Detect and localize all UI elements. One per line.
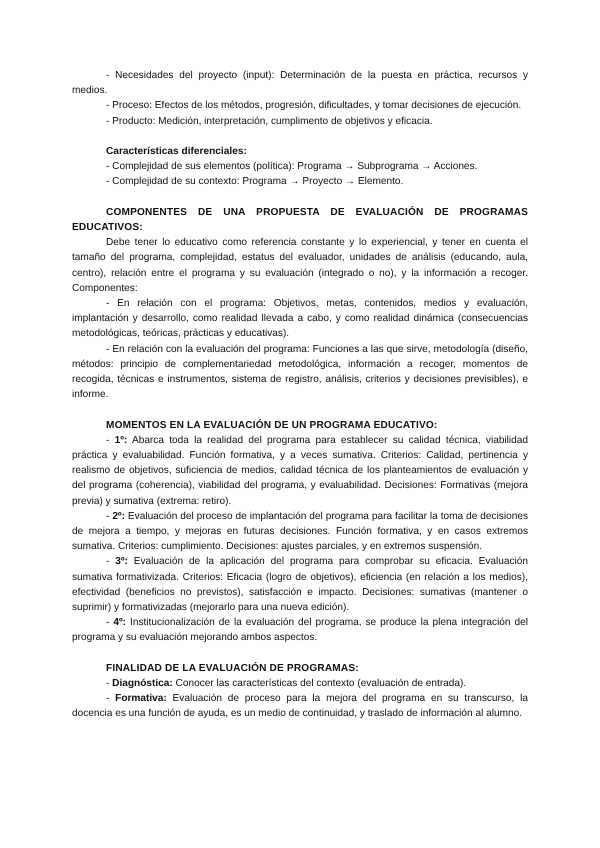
spacer xyxy=(72,190,528,205)
differential-title: Características diferenciales: xyxy=(106,146,247,157)
moments-section xyxy=(72,418,528,646)
purpose-title: FINALIDAD DE LA EVALUACIÓN DE PROGRAMAS: xyxy=(106,662,359,674)
moment-item-2: - 2º: Evaluación del proceso de implantación del programa para facilitar la toma de decisiones de mejora a tiempo, y mejoras en futuras decisiones. Función formativa, y en casos extremos sumativa. Criterios: cumplimiento. Decisiones: ajustes parciales, y en extremos suspensión. xyxy=(72,510,528,553)
purpose-section xyxy=(72,661,528,722)
components-evaluation: - En relación con la evaluación del programa: Funciones a las que sirve, metodología (diseño, métodos: principio de complementariedad metodológica, información a recoger, momentos de recogida, técnicas e instrumentos, sistema de registro, análisis, criterios y decisiones previsibles), e informe. xyxy=(72,343,528,401)
differential-item-elements: - Complejidad de sus elementos (política): Programa → Subprograma → Acciones. xyxy=(106,161,478,173)
moment-item-1: - 1º: Abarca toda la realidad del programa para establecer su calidad técnica, viabilidad práctica y evaluabilidad. Función formativa, y a veces sumativa. Criterios: Calidad, pertinencia y realismo de objetivos, suficiencia de medios, calidad técnica de los planteamientos de evaluación y del programa (coherencia), viabilidad del programa, y evaluabilidad. Decisiones: Formativas (mejora previa) y sumativa (extrema: retiro). xyxy=(72,434,528,507)
purpose-label-diagnostic: Diagnóstica: xyxy=(112,678,173,690)
moment-label-3: 3º: xyxy=(115,556,128,568)
spacer xyxy=(72,646,528,661)
purpose-label-formative: Formativa: xyxy=(115,693,167,705)
moment-label-1: 1º: xyxy=(114,434,128,446)
intro-item-product: - Producto: Medición, interpretación, cumplimento de objetivos y eficacia. xyxy=(106,115,433,127)
spacer xyxy=(72,129,528,144)
components-section xyxy=(72,205,528,403)
intro-item-process: - Proceso: Efectos de los métodos, progresión, dificultades, y tomar decisiones de ejecución. xyxy=(106,100,522,112)
spacer xyxy=(72,402,528,417)
document-page xyxy=(72,68,528,722)
differential-item-context: - Complejidad de su contexto: Programa → Proyecto → Elemento. xyxy=(106,176,404,188)
intro-list xyxy=(72,68,528,129)
moment-item-3: - 3º: Evaluación de la aplicación del programa para comprobar su eficacia. Evaluación sumativa formativizada. Criterios: Eficacia (logro de objetivos), eficiencia (en relación a los medios), efectividad (beneficios no previstos), satisfacción e impacto. Decisiones: sumativas (mantener o suprimir) y formativizadas (mejorarlo para una nueva edición). xyxy=(72,556,528,614)
intro-item-input: - Necesidades del proyecto (input): Determinación de la puesta en práctica, recursos y medios. xyxy=(72,70,528,97)
purpose-item-diagnostic: - Diagnóstica: Conocer las características del contexto (evaluación de entrada). xyxy=(106,678,467,690)
components-intro: Debe tener lo educativo como referencia constante y lo experiencial, y tener en cuenta el tamaño del programa, complejidad, estatus del evaluador, unidades de análisis (educando, aula, centro), relación entre el programa y su evaluación (integrado o no), y la información a recoger. Componentes: xyxy=(72,237,528,294)
moments-title: MOMENTOS EN LA EVALUACIÓN DE UN PROGRAMA EDUCATIVO: xyxy=(106,419,438,431)
differential-section xyxy=(72,144,528,190)
components-title: COMPONENTES DE UNA PROPUESTA DE EVALUACIÓN DE PROGRAMAS EDUCATIVOS: xyxy=(72,206,528,233)
moment-label-4: 4º: xyxy=(113,617,127,629)
purpose-item-formative: - Formativa: Evaluación de proceso para la mejora del programa en su transcurso, la docencia es una función de ayuda, es un medio de continuidad, y traslado de información al alumno. xyxy=(72,693,528,720)
components-program: - En relación con el programa: Objetivos, metas, contenidos, medios y evaluación, implantación y desarrollo, como realidad llevada a cabo, y como realidad dinámica (consecuencias metodológicas, teóricas, prácticas y educativas). xyxy=(72,298,528,340)
moment-item-4: - 4º: Institucionalización de la evaluación del programa, se produce la plena integración del programa y su evaluación mejorando ambos aspectos. xyxy=(72,617,528,644)
moment-label-2: 2º: xyxy=(112,510,125,522)
